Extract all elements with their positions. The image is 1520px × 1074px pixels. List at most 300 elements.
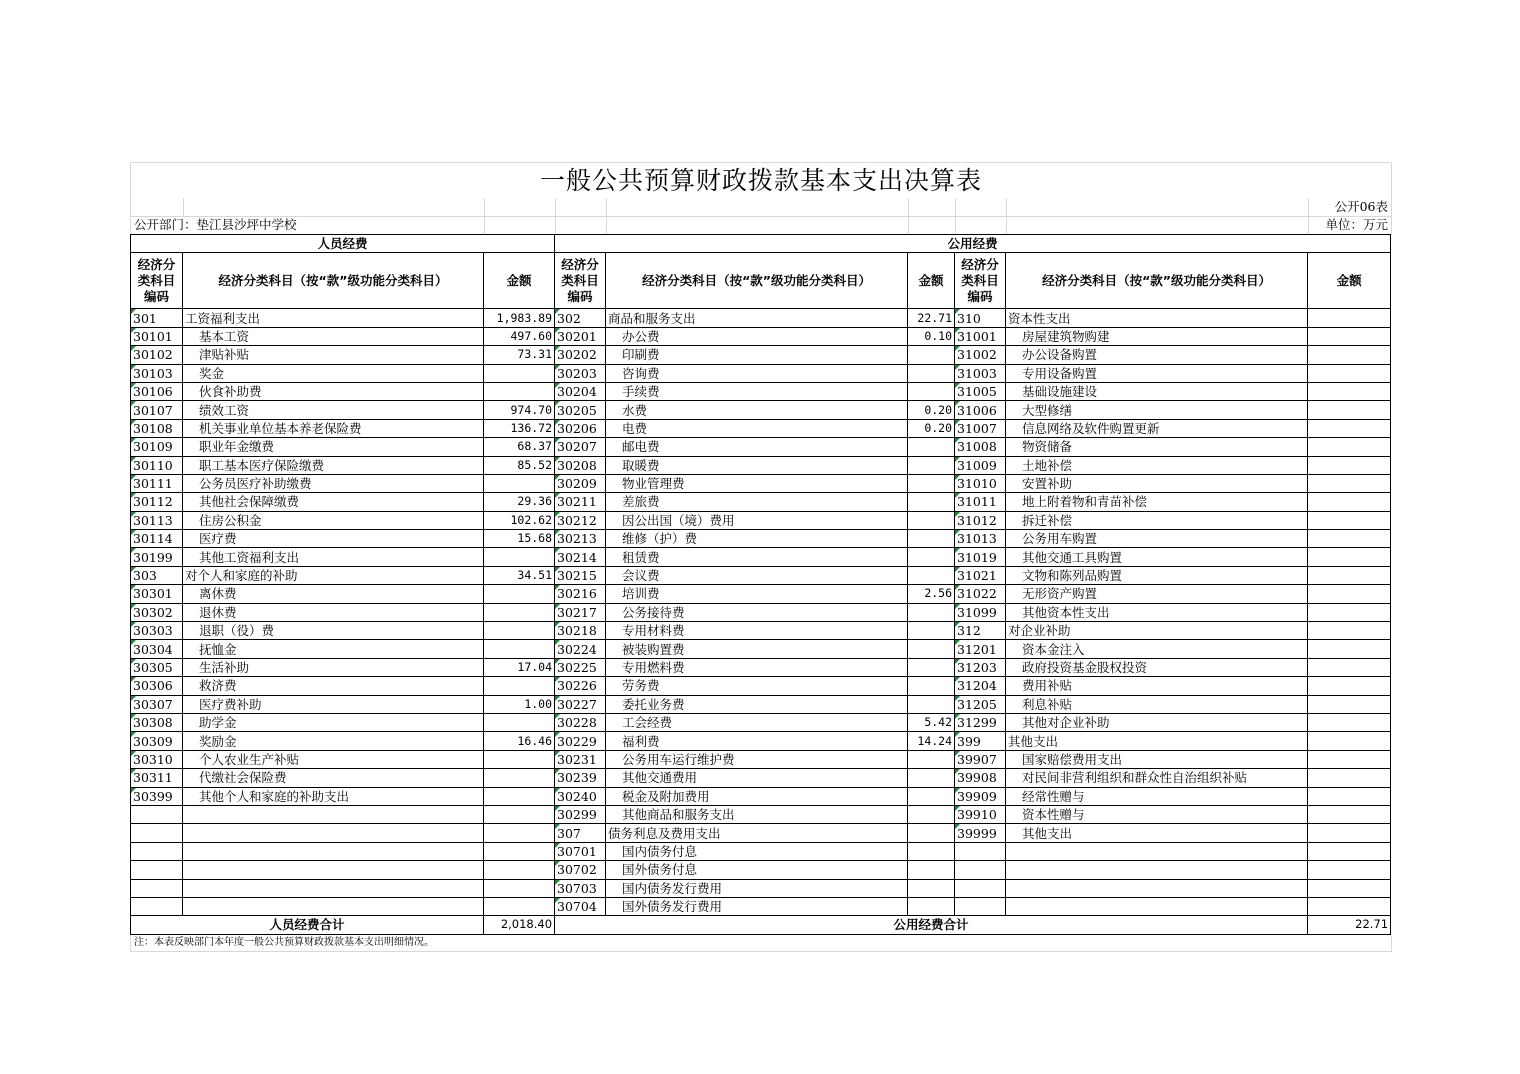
name-cell-3: 房屋建筑物购建: [1006, 327, 1308, 345]
amount-cell-3: [1308, 530, 1391, 548]
name-cell-2: 租赁费: [606, 548, 908, 566]
amount-cell-3: [1308, 897, 1391, 915]
name-cell-3: 无形资产购置: [1006, 585, 1308, 603]
name-cell-1: [183, 861, 484, 879]
table-row: [131, 732, 1391, 750]
name-cell-3: 其他对企业补助: [1006, 713, 1308, 731]
name-cell-3: 利息补贴: [1006, 695, 1308, 713]
amount-cell-2: [908, 879, 955, 897]
amount-cell-2: 22.71: [908, 309, 955, 327]
code-cell-2: 30203: [555, 364, 606, 382]
amount-cell-3: [1308, 713, 1391, 731]
name-cell-2: 专用燃料费: [606, 658, 908, 676]
amount-cell-3: [1308, 787, 1391, 805]
amount-cell-2: 14.24: [908, 732, 955, 750]
amount-cell-3: [1308, 805, 1391, 823]
code-cell-3: 31205: [955, 695, 1006, 713]
code-cell-3: 31011: [955, 493, 1006, 511]
name-cell-2: 国内债务付息: [606, 842, 908, 860]
code-cell-2: 30204: [555, 382, 606, 400]
name-cell-3: 经常性赠与: [1006, 787, 1308, 805]
code-cell-1: 30308: [131, 713, 183, 731]
name-cell-2: 商品和服务支出: [606, 309, 908, 327]
name-cell-2: 国外债务发行费用: [606, 897, 908, 915]
code-cell-2: 30704: [555, 897, 606, 915]
code-cell-2: 30239: [555, 769, 606, 787]
amount-cell-1: [484, 861, 555, 879]
code-cell-2: 30703: [555, 879, 606, 897]
name-cell-3: 费用补贴: [1006, 677, 1308, 695]
code-cell-2: 30213: [555, 530, 606, 548]
amount-cell-2: [908, 511, 955, 529]
code-cell-1: [131, 824, 183, 842]
name-cell-2: 委托业务费: [606, 695, 908, 713]
amount-cell-3: [1308, 658, 1391, 676]
amount-cell-3: [1308, 419, 1391, 437]
department-label: 公开部门：垫江县沙坪中学校: [134, 217, 297, 232]
name-cell-1: 伙食补助费: [183, 382, 484, 400]
code-cell-1: 30199: [131, 548, 183, 566]
code-cell-3: 39910: [955, 805, 1006, 823]
code-cell-3: 31005: [955, 382, 1006, 400]
code-cell-2: 30216: [555, 585, 606, 603]
amount-cell-1: [484, 585, 555, 603]
name-cell-2: 国外债务付息: [606, 861, 908, 879]
code-cell-1: [131, 879, 183, 897]
amount-cell-3: [1308, 603, 1391, 621]
table-row: [131, 566, 1391, 584]
personnel-total-value: 2,018.40: [484, 916, 555, 934]
code-cell-1: 30103: [131, 364, 183, 382]
name-cell-1: 机关事业单位基本养老保险费: [183, 419, 484, 437]
name-cell-3: 土地补偿: [1006, 456, 1308, 474]
code-cell-2: 30207: [555, 438, 606, 456]
amount-cell-3: [1308, 346, 1391, 364]
name-cell-1: 奖励金: [183, 732, 484, 750]
totals-row: [131, 916, 1391, 934]
code-cell-2: 30215: [555, 566, 606, 584]
name-cell-1: 医疗费补助: [183, 695, 484, 713]
department-row: [130, 216, 1392, 235]
code-cell-3: 39909: [955, 787, 1006, 805]
code-cell-2: 30229: [555, 732, 606, 750]
code-cell-2: 30218: [555, 622, 606, 640]
amount-cell-2: [908, 382, 955, 400]
name-cell-2: 劳务费: [606, 677, 908, 695]
amount-cell-3: [1308, 622, 1391, 640]
amount-cell-2: 0.20: [908, 419, 955, 437]
name-cell-3: 专用设备购置: [1006, 364, 1308, 382]
name-cell-2: 培训费: [606, 585, 908, 603]
code-cell-1: 30311: [131, 769, 183, 787]
code-cell-2: 30231: [555, 750, 606, 768]
report-title: 一般公共预算财政拨款基本支出决算表: [130, 162, 1392, 198]
code-cell-1: 30305: [131, 658, 183, 676]
code-cell-2: 30240: [555, 787, 606, 805]
amount-cell-1: 85.52: [484, 456, 555, 474]
name-cell-1: 助学金: [183, 713, 484, 731]
column-header-row: [131, 253, 1391, 309]
name-cell-1: 其他工资福利支出: [183, 548, 484, 566]
table-row: [131, 658, 1391, 676]
col-code-2: 经济分类科目编码: [555, 253, 606, 309]
amount-cell-1: [484, 548, 555, 566]
table-row: [131, 677, 1391, 695]
table-row: [131, 419, 1391, 437]
form-number: 公开06表: [1334, 199, 1388, 214]
table-row: [131, 548, 1391, 566]
name-cell-2: 公务接待费: [606, 603, 908, 621]
name-cell-3: 对民间非营利组织和群众性自治组织补贴: [1006, 769, 1308, 787]
code-cell-3: [955, 879, 1006, 897]
amount-cell-2: [908, 805, 955, 823]
code-cell-3: [955, 842, 1006, 860]
amount-cell-2: [908, 695, 955, 713]
code-cell-1: [131, 897, 183, 915]
code-cell-3: 31019: [955, 548, 1006, 566]
code-cell-3: 31201: [955, 640, 1006, 658]
code-cell-3: 31003: [955, 364, 1006, 382]
code-cell-3: 31009: [955, 456, 1006, 474]
amount-cell-2: [908, 603, 955, 621]
code-cell-2: 30201: [555, 327, 606, 345]
code-cell-1: 30106: [131, 382, 183, 400]
amount-cell-3: [1308, 382, 1391, 400]
section-header-row: [131, 235, 1391, 253]
footnote-row: [130, 935, 1392, 952]
amount-cell-2: [908, 346, 955, 364]
code-cell-1: 30114: [131, 530, 183, 548]
code-cell-2: 30299: [555, 805, 606, 823]
code-cell-1: 303: [131, 566, 183, 584]
name-cell-1: 退职（役）费: [183, 622, 484, 640]
amount-cell-1: 34.51: [484, 566, 555, 584]
amount-cell-2: [908, 658, 955, 676]
table-row: [131, 750, 1391, 768]
code-cell-3: 31006: [955, 401, 1006, 419]
code-cell-1: 30110: [131, 456, 183, 474]
name-cell-2: 办公费: [606, 327, 908, 345]
name-cell-2: 邮电费: [606, 438, 908, 456]
personnel-total-label: 人员经费合计: [131, 916, 484, 934]
code-cell-1: 30399: [131, 787, 183, 805]
name-cell-3: 其他支出: [1006, 824, 1308, 842]
amount-cell-2: [908, 530, 955, 548]
table-row: [131, 456, 1391, 474]
section-personnel: 人员经费: [131, 235, 555, 253]
table-row: [131, 309, 1391, 327]
name-cell-2: 差旅费: [606, 493, 908, 511]
table-row: [131, 346, 1391, 364]
name-cell-3: 地上附着物和青苗补偿: [1006, 493, 1308, 511]
budget-table: [130, 234, 1391, 935]
name-cell-2: 咨询费: [606, 364, 908, 382]
amount-cell-3: [1308, 474, 1391, 492]
name-cell-2: 工会经费: [606, 713, 908, 731]
amount-cell-1: [484, 769, 555, 787]
name-cell-2: 因公出国（境）费用: [606, 511, 908, 529]
table-row: [131, 805, 1391, 823]
name-cell-1: 生活补助: [183, 658, 484, 676]
amount-cell-1: [484, 474, 555, 492]
name-cell-1: 津贴补贴: [183, 346, 484, 364]
name-cell-2: 取暖费: [606, 456, 908, 474]
amount-cell-1: 29.36: [484, 493, 555, 511]
code-cell-3: 312: [955, 622, 1006, 640]
amount-cell-2: 5.42: [908, 713, 955, 731]
amount-cell-3: [1308, 548, 1391, 566]
name-cell-1: 个人农业生产补贴: [183, 750, 484, 768]
amount-cell-1: [484, 364, 555, 382]
name-cell-3: 信息网络及软件购置更新: [1006, 419, 1308, 437]
col-amount-1: 金额: [484, 253, 555, 309]
name-cell-3: 政府投资基金股权投资: [1006, 658, 1308, 676]
name-cell-1: 公务员医疗补助缴费: [183, 474, 484, 492]
amount-cell-2: [908, 677, 955, 695]
table-row: [131, 713, 1391, 731]
name-cell-2: 公务用车运行维护费: [606, 750, 908, 768]
amount-cell-1: [484, 879, 555, 897]
table-row: [131, 603, 1391, 621]
amount-cell-3: [1308, 842, 1391, 860]
name-cell-3: 其他支出: [1006, 732, 1308, 750]
name-cell-1: 奖金: [183, 364, 484, 382]
amount-cell-3: [1308, 566, 1391, 584]
unit-label: 单位：万元: [1325, 217, 1388, 232]
amount-cell-3: [1308, 750, 1391, 768]
name-cell-3: 其他资本性支出: [1006, 603, 1308, 621]
col-amount-2: 金额: [908, 253, 955, 309]
name-cell-1: 对个人和家庭的补助: [183, 566, 484, 584]
amount-cell-3: [1308, 364, 1391, 382]
amount-cell-1: [484, 787, 555, 805]
table-row: [131, 401, 1391, 419]
amount-cell-1: 68.37: [484, 438, 555, 456]
name-cell-1: 住房公积金: [183, 511, 484, 529]
name-cell-2: 债务利息及费用支出: [606, 824, 908, 842]
name-cell-1: [183, 897, 484, 915]
section-public: 公用经费: [555, 235, 1391, 253]
name-cell-1: 救济费: [183, 677, 484, 695]
amount-cell-2: 0.10: [908, 327, 955, 345]
amount-cell-2: [908, 456, 955, 474]
name-cell-2: 手续费: [606, 382, 908, 400]
code-cell-2: 30212: [555, 511, 606, 529]
code-cell-1: 30304: [131, 640, 183, 658]
table-row: [131, 493, 1391, 511]
amount-cell-3: [1308, 732, 1391, 750]
code-cell-3: 31007: [955, 419, 1006, 437]
table-row: [131, 824, 1391, 842]
footnote: 注：本表反映部门本年度一般公共预算财政拨款基本支出明细情况。: [134, 937, 434, 948]
name-cell-1: [183, 879, 484, 897]
amount-cell-1: [484, 824, 555, 842]
code-cell-2: 30701: [555, 842, 606, 860]
code-cell-1: [131, 805, 183, 823]
amount-cell-3: [1308, 511, 1391, 529]
code-cell-3: 31001: [955, 327, 1006, 345]
code-cell-1: 30112: [131, 493, 183, 511]
table-row: [131, 897, 1391, 915]
name-cell-2: 电费: [606, 419, 908, 437]
code-cell-3: 399: [955, 732, 1006, 750]
name-cell-3: [1006, 842, 1308, 860]
code-cell-3: 39907: [955, 750, 1006, 768]
table-row: [131, 695, 1391, 713]
col-name-1: 经济分类科目（按“款”级功能分类科目）: [183, 253, 484, 309]
code-cell-1: 301: [131, 309, 183, 327]
code-cell-3: 39908: [955, 769, 1006, 787]
amount-cell-1: 17.04: [484, 658, 555, 676]
amount-cell-3: [1308, 456, 1391, 474]
name-cell-2: 国内债务发行费用: [606, 879, 908, 897]
amount-cell-2: [908, 493, 955, 511]
amount-cell-1: 102.62: [484, 511, 555, 529]
code-cell-2: 30211: [555, 493, 606, 511]
amount-cell-2: 0.20: [908, 401, 955, 419]
code-cell-3: 310: [955, 309, 1006, 327]
name-cell-1: 其他社会保障缴费: [183, 493, 484, 511]
amount-cell-1: 1,983.89: [484, 309, 555, 327]
code-cell-3: 31012: [955, 511, 1006, 529]
amount-cell-3: [1308, 640, 1391, 658]
amount-cell-2: [908, 861, 955, 879]
amount-cell-1: [484, 622, 555, 640]
table-row: [131, 842, 1391, 860]
amount-cell-1: [484, 897, 555, 915]
code-cell-3: 31299: [955, 713, 1006, 731]
table-row: [131, 382, 1391, 400]
code-cell-1: 30307: [131, 695, 183, 713]
table-row: [131, 474, 1391, 492]
amount-cell-3: [1308, 401, 1391, 419]
name-cell-3: 物资储备: [1006, 438, 1308, 456]
name-cell-3: 拆迁补偿: [1006, 511, 1308, 529]
code-cell-1: 30310: [131, 750, 183, 768]
amount-cell-1: 136.72: [484, 419, 555, 437]
amount-cell-2: [908, 438, 955, 456]
amount-cell-3: [1308, 309, 1391, 327]
code-cell-1: 30301: [131, 585, 183, 603]
code-cell-1: 30302: [131, 603, 183, 621]
amount-cell-2: [908, 622, 955, 640]
name-cell-1: 退休费: [183, 603, 484, 621]
name-cell-1: 工资福利支出: [183, 309, 484, 327]
code-cell-3: 31203: [955, 658, 1006, 676]
table-row: [131, 327, 1391, 345]
name-cell-3: [1006, 861, 1308, 879]
amount-cell-1: 497.60: [484, 327, 555, 345]
form-number-row: [130, 198, 1392, 217]
name-cell-3: 基础设施建设: [1006, 382, 1308, 400]
name-cell-3: 其他交通工具购置: [1006, 548, 1308, 566]
amount-cell-2: [908, 787, 955, 805]
amount-cell-1: [484, 805, 555, 823]
amount-cell-1: 16.46: [484, 732, 555, 750]
col-name-2: 经济分类科目（按“款”级功能分类科目）: [606, 253, 908, 309]
name-cell-1: 职工基本医疗保险缴费: [183, 456, 484, 474]
amount-cell-3: [1308, 769, 1391, 787]
name-cell-2: 福利费: [606, 732, 908, 750]
name-cell-1: [183, 842, 484, 860]
name-cell-1: 医疗费: [183, 530, 484, 548]
code-cell-1: 30108: [131, 419, 183, 437]
amount-cell-2: [908, 769, 955, 787]
code-cell-2: 302: [555, 309, 606, 327]
code-cell-1: 30306: [131, 677, 183, 695]
code-cell-1: 30111: [131, 474, 183, 492]
table-row: [131, 364, 1391, 382]
code-cell-1: 30109: [131, 438, 183, 456]
amount-cell-2: [908, 842, 955, 860]
code-cell-2: 30205: [555, 401, 606, 419]
name-cell-1: 职业年金缴费: [183, 438, 484, 456]
table-row: [131, 861, 1391, 879]
amount-cell-3: [1308, 493, 1391, 511]
code-cell-3: 31022: [955, 585, 1006, 603]
table-row: [131, 438, 1391, 456]
amount-cell-3: [1308, 677, 1391, 695]
name-cell-2: 被装购置费: [606, 640, 908, 658]
table-row: [131, 511, 1391, 529]
col-code-1: 经济分类科目编码: [131, 253, 183, 309]
name-cell-3: 办公设备购置: [1006, 346, 1308, 364]
amount-cell-1: [484, 382, 555, 400]
name-cell-3: 对企业补助: [1006, 622, 1308, 640]
code-cell-3: 39999: [955, 824, 1006, 842]
code-cell-2: 30206: [555, 419, 606, 437]
code-cell-1: 30309: [131, 732, 183, 750]
table-row: [131, 622, 1391, 640]
amount-cell-2: [908, 364, 955, 382]
amount-cell-1: 974.70: [484, 401, 555, 419]
code-cell-3: 31008: [955, 438, 1006, 456]
name-cell-2: 物业管理费: [606, 474, 908, 492]
table-row: [131, 769, 1391, 787]
amount-cell-3: [1308, 695, 1391, 713]
name-cell-3: 资本性赠与: [1006, 805, 1308, 823]
amount-cell-2: [908, 750, 955, 768]
code-cell-1: [131, 842, 183, 860]
code-cell-1: 30101: [131, 327, 183, 345]
table-row: [131, 787, 1391, 805]
amount-cell-1: [484, 677, 555, 695]
name-cell-2: 税金及附加费用: [606, 787, 908, 805]
amount-cell-2: [908, 824, 955, 842]
code-cell-3: 31010: [955, 474, 1006, 492]
name-cell-1: [183, 824, 484, 842]
name-cell-1: 其他个人和家庭的补助支出: [183, 787, 484, 805]
name-cell-2: 维修（护）费: [606, 530, 908, 548]
code-cell-2: 307: [555, 824, 606, 842]
name-cell-1: 基本工资: [183, 327, 484, 345]
public-total-value: 22.71: [1308, 916, 1391, 934]
code-cell-1: 30113: [131, 511, 183, 529]
amount-cell-1: [484, 603, 555, 621]
col-code-3: 经济分类科目编码: [955, 253, 1006, 309]
amount-cell-1: [484, 640, 555, 658]
amount-cell-2: [908, 474, 955, 492]
amount-cell-3: [1308, 327, 1391, 345]
code-cell-2: 30228: [555, 713, 606, 731]
code-cell-2: 30209: [555, 474, 606, 492]
amount-cell-1: [484, 713, 555, 731]
name-cell-2: 其他商品和服务支出: [606, 805, 908, 823]
name-cell-1: [183, 805, 484, 823]
name-cell-2: 会议费: [606, 566, 908, 584]
amount-cell-3: [1308, 879, 1391, 897]
code-cell-3: [955, 897, 1006, 915]
